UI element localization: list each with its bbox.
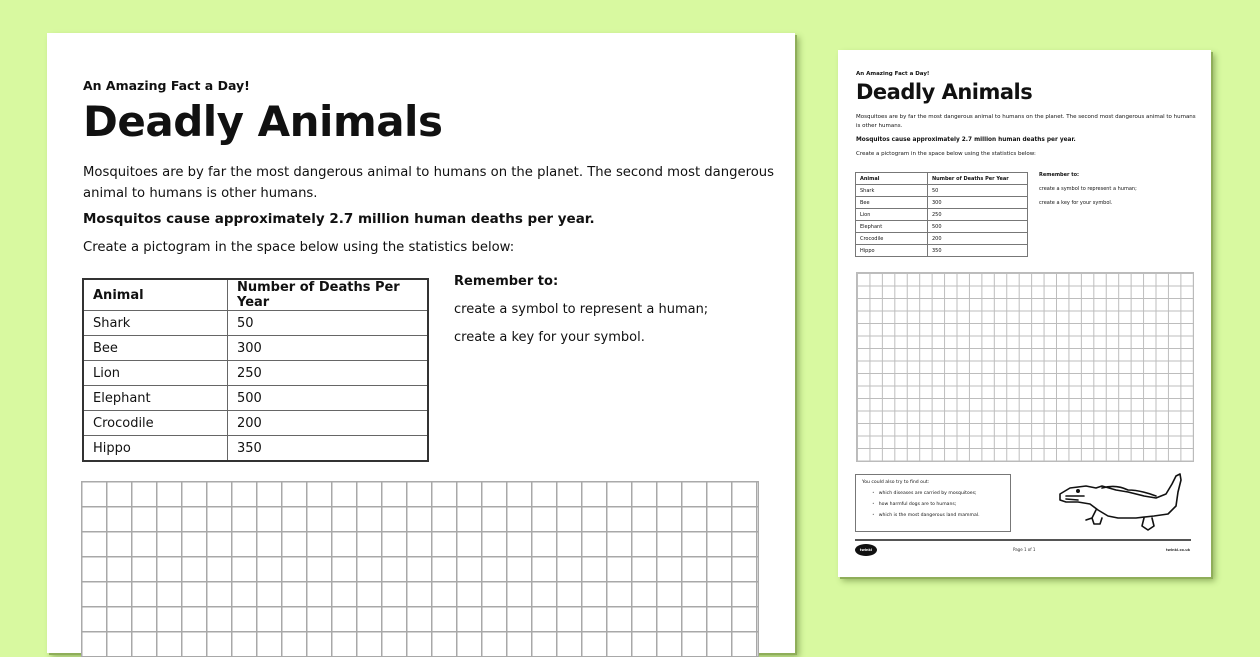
table-row	[856, 221, 1028, 233]
remember-box	[1039, 172, 1137, 214]
deaths-cell: 300	[228, 336, 429, 361]
intro-paragraph: Mosquitoes are by far the most dangerous animal to humans on the planet. The second most dangerous animal to humans is other humans.	[83, 165, 775, 201]
fact-statement: Mosquitos cause approximately 2.7 million human deaths per year.	[83, 211, 595, 227]
table-row	[856, 185, 1028, 197]
deaths-cell: 300	[928, 197, 1028, 209]
crocodile-icon	[1056, 472, 1192, 536]
column-header-deaths: Number of Deaths Per Year	[228, 279, 429, 311]
site-url: twinkl.co.uk	[1166, 548, 1191, 552]
remember-box	[454, 274, 708, 358]
animal-cell: Shark	[856, 185, 928, 197]
animal-cell: Lion	[856, 209, 928, 221]
deaths-cell: 350	[228, 436, 429, 462]
table-row	[856, 209, 1028, 221]
deaths-cell: 250	[928, 209, 1028, 221]
twinkl-logo: twinkl	[855, 544, 877, 556]
remember-title: Remember to:	[454, 274, 559, 289]
deaths-cell: 50	[928, 185, 1028, 197]
remember-item: create a key for your symbol.	[454, 330, 645, 345]
column-header-deaths: Number of Deaths Per Year	[928, 173, 1028, 185]
animal-cell: Bee	[856, 197, 928, 209]
deaths-cell: 50	[228, 311, 429, 336]
find-out-box	[855, 474, 1011, 532]
remember-item: create a symbol to represent a human;	[454, 302, 709, 317]
deaths-table	[855, 172, 1028, 257]
table-row	[83, 311, 428, 336]
deaths-cell: 350	[928, 245, 1028, 257]
remember-item: create a symbol to represent a human;	[1039, 186, 1137, 192]
deaths-cell: 250	[228, 361, 429, 386]
footer-divider	[855, 539, 1191, 541]
animal-cell: Hippo	[856, 245, 928, 257]
deaths-cell: 500	[928, 221, 1028, 233]
page-number: Page 1 of 1	[1013, 547, 1036, 552]
table-row	[83, 436, 428, 462]
worksheet-title: Deadly Animals	[856, 80, 1033, 104]
instruction-text: Create a pictogram in the space below using the statistics below:	[856, 151, 1036, 157]
remember-title: Remember to:	[1039, 172, 1080, 178]
column-header-animal: Animal	[83, 279, 228, 311]
animal-cell: Crocodile	[83, 411, 228, 436]
deaths-cell: 500	[228, 386, 429, 411]
deaths-cell: 200	[928, 233, 1028, 245]
remember-item: create a key for your symbol.	[1039, 200, 1113, 206]
table-row	[83, 336, 428, 361]
table-row	[83, 411, 428, 436]
find-out-item: • how harmful dogs are to humans;	[872, 502, 1004, 507]
animal-cell: Elephant	[83, 386, 228, 411]
deaths-cell: 200	[228, 411, 429, 436]
animal-cell: Crocodile	[856, 233, 928, 245]
animal-cell: Lion	[83, 361, 228, 386]
intro-paragraph: Mosquitoes are by far the most dangerous animal to humans on the planet. The second most dangerous animal to humans is other humans.	[856, 114, 1196, 129]
pictogram-grid	[856, 272, 1194, 462]
find-out-item: • which is the most dangerous land mammal.	[872, 513, 1004, 518]
table-header-row	[856, 173, 1028, 185]
instruction-text: Create a pictogram in the space below using the statistics below:	[83, 240, 515, 255]
animal-cell: Elephant	[856, 221, 928, 233]
worksheet-title: Deadly Animals	[83, 97, 443, 146]
animal-cell: Shark	[83, 311, 228, 336]
find-out-item: • which diseases are carried by mosquitoes;	[872, 491, 1004, 496]
deaths-table	[82, 278, 429, 462]
table-header-row	[83, 279, 428, 311]
table-row	[83, 386, 428, 411]
table-row	[83, 361, 428, 386]
pictogram-grid	[81, 481, 759, 657]
table-row	[856, 233, 1028, 245]
animal-cell: Hippo	[83, 436, 228, 462]
fact-statement: Mosquitos cause approximately 2.7 million human deaths per year.	[856, 137, 1076, 143]
worksheet-page-thumbnail	[838, 50, 1211, 577]
worksheet-page-large	[47, 33, 795, 653]
column-header-animal: Animal	[856, 173, 928, 185]
table-row	[856, 245, 1028, 257]
worksheet-subtitle: An Amazing Fact a Day!	[83, 78, 250, 93]
animal-cell: Bee	[83, 336, 228, 361]
find-out-title: You could also try to find out:	[862, 480, 930, 485]
table-row	[856, 197, 1028, 209]
worksheet-subtitle: An Amazing Fact a Day!	[856, 71, 930, 77]
